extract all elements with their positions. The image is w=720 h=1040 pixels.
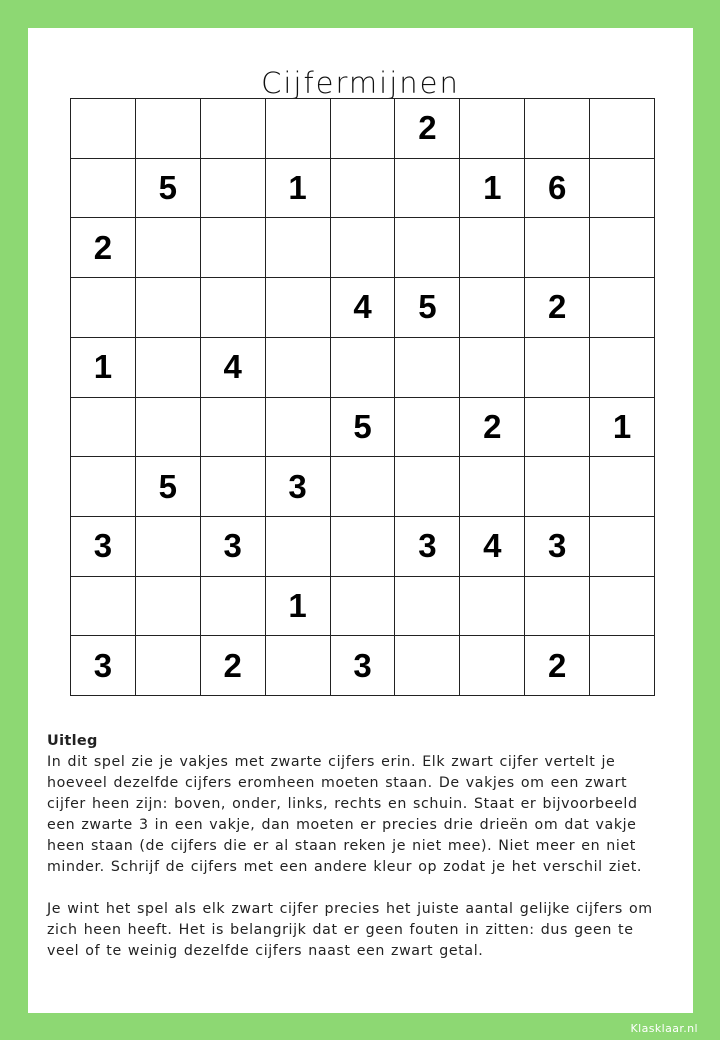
grid-cell[interactable]: 3 bbox=[395, 517, 460, 577]
explanation-paragraph-2: Je wint het spel als elk zwart cijfer precies het juiste aantal gelijke cijfers om zich heen heeft. Het is belangrijk dat er geen fouten in zitten: dus geen te veel of te weinig dezelfde cijfers naast een zwart getal. bbox=[47, 901, 653, 959]
grid-cell[interactable] bbox=[136, 99, 201, 159]
grid-cell[interactable] bbox=[331, 99, 396, 159]
grid-cell[interactable] bbox=[71, 278, 136, 338]
grid-cell[interactable] bbox=[201, 398, 266, 458]
grid-cell[interactable] bbox=[460, 577, 525, 637]
grid-cell[interactable] bbox=[525, 218, 590, 278]
grid-cell[interactable]: 2 bbox=[71, 218, 136, 278]
explanation-heading: Uitleg bbox=[47, 733, 98, 749]
grid-cell[interactable] bbox=[395, 338, 460, 398]
grid-cell[interactable] bbox=[525, 457, 590, 517]
grid-cell[interactable] bbox=[201, 159, 266, 219]
grid-cell[interactable]: 3 bbox=[525, 517, 590, 577]
grid-cell[interactable] bbox=[71, 99, 136, 159]
grid-cell[interactable] bbox=[331, 218, 396, 278]
brand-label: Klasklaar.nl bbox=[630, 1022, 698, 1035]
grid-cell[interactable]: 5 bbox=[331, 398, 396, 458]
grid-cell[interactable] bbox=[460, 278, 525, 338]
grid-cell[interactable] bbox=[331, 457, 396, 517]
grid-cell[interactable] bbox=[331, 577, 396, 637]
grid-cell[interactable] bbox=[331, 517, 396, 577]
grid-cell[interactable] bbox=[395, 159, 460, 219]
grid-cell[interactable] bbox=[136, 338, 201, 398]
grid-cell[interactable] bbox=[460, 338, 525, 398]
grid-cell[interactable] bbox=[71, 577, 136, 637]
grid-cell[interactable] bbox=[395, 577, 460, 637]
grid-cell[interactable] bbox=[460, 457, 525, 517]
grid-cell[interactable] bbox=[590, 338, 655, 398]
grid-cell[interactable] bbox=[266, 99, 331, 159]
worksheet bbox=[28, 28, 693, 1013]
grid-cell[interactable] bbox=[590, 99, 655, 159]
grid-cell[interactable] bbox=[395, 218, 460, 278]
grid-cell[interactable]: 4 bbox=[331, 278, 396, 338]
grid-cell[interactable] bbox=[136, 577, 201, 637]
grid-cell[interactable] bbox=[395, 457, 460, 517]
grid-cell[interactable] bbox=[201, 457, 266, 517]
grid-cell[interactable] bbox=[395, 636, 460, 696]
grid-cell[interactable] bbox=[460, 99, 525, 159]
grid-cell[interactable] bbox=[136, 517, 201, 577]
explanation bbox=[47, 731, 657, 962]
grid-cell[interactable]: 2 bbox=[525, 278, 590, 338]
grid-cell[interactable] bbox=[266, 398, 331, 458]
grid-cell[interactable] bbox=[590, 457, 655, 517]
grid-cell[interactable] bbox=[331, 338, 396, 398]
grid-cell[interactable]: 1 bbox=[71, 338, 136, 398]
grid-cell[interactable] bbox=[590, 159, 655, 219]
grid-cell[interactable] bbox=[266, 278, 331, 338]
grid-cell[interactable]: 6 bbox=[525, 159, 590, 219]
grid-cell[interactable] bbox=[460, 218, 525, 278]
grid-cell[interactable] bbox=[266, 636, 331, 696]
explanation-paragraph-1: In dit spel zie je vakjes met zwarte cijfers erin. Elk zwart cijfer vertelt je hoeveel dezelfde cijfers eromheen moeten staan. De vakjes om een zwart cijfer heen zijn: boven, onder, links, rechts en schuin. Staat er bijvoorbeeld een zwarte 3 in een vakje, dan moeten er precies drie drieën om dat vakje heen staan (de cijfers die er al staan reken je niet mee). Niet meer en niet minder. Schrijf de cijfers met een andere kleur op zodat je het verschil ziet. bbox=[47, 754, 643, 875]
grid-cell[interactable] bbox=[266, 517, 331, 577]
grid-cell[interactable] bbox=[201, 278, 266, 338]
grid-cell[interactable] bbox=[71, 159, 136, 219]
grid-cell[interactable] bbox=[525, 398, 590, 458]
grid-cell[interactable]: 3 bbox=[201, 517, 266, 577]
grid-cell[interactable] bbox=[590, 577, 655, 637]
puzzle-grid bbox=[70, 98, 655, 696]
grid-cell[interactable] bbox=[136, 278, 201, 338]
grid-cell[interactable]: 5 bbox=[395, 278, 460, 338]
grid-cell[interactable]: 1 bbox=[460, 159, 525, 219]
grid-cell[interactable] bbox=[71, 398, 136, 458]
grid-cell[interactable]: 1 bbox=[590, 398, 655, 458]
page-title: Cijfermijnen bbox=[261, 66, 460, 100]
grid-cell[interactable]: 5 bbox=[136, 159, 201, 219]
grid-cell[interactable] bbox=[136, 636, 201, 696]
grid-cell[interactable] bbox=[201, 577, 266, 637]
grid-cell[interactable] bbox=[201, 218, 266, 278]
grid-cell[interactable] bbox=[71, 457, 136, 517]
grid-cell[interactable] bbox=[590, 218, 655, 278]
grid-cell[interactable] bbox=[525, 577, 590, 637]
grid-cell[interactable] bbox=[266, 338, 331, 398]
grid-cell[interactable] bbox=[395, 398, 460, 458]
grid-cell[interactable]: 3 bbox=[266, 457, 331, 517]
grid-cell[interactable] bbox=[201, 99, 266, 159]
grid-cell[interactable] bbox=[590, 636, 655, 696]
grid-cell[interactable] bbox=[266, 218, 331, 278]
grid-cell[interactable] bbox=[136, 218, 201, 278]
grid-cell[interactable] bbox=[460, 636, 525, 696]
grid-cell[interactable]: 5 bbox=[136, 457, 201, 517]
grid-cell[interactable] bbox=[590, 517, 655, 577]
grid-cell[interactable] bbox=[590, 278, 655, 338]
grid-cell[interactable] bbox=[525, 99, 590, 159]
grid-cell[interactable]: 2 bbox=[201, 636, 266, 696]
grid-cell[interactable]: 4 bbox=[460, 517, 525, 577]
grid-cell[interactable]: 3 bbox=[71, 636, 136, 696]
grid-cell[interactable]: 2 bbox=[525, 636, 590, 696]
grid-cell[interactable]: 2 bbox=[395, 99, 460, 159]
grid-cell[interactable] bbox=[136, 398, 201, 458]
grid-cell[interactable] bbox=[525, 338, 590, 398]
grid-cell[interactable]: 2 bbox=[460, 398, 525, 458]
grid-cell[interactable]: 1 bbox=[266, 159, 331, 219]
grid-cell[interactable]: 4 bbox=[201, 338, 266, 398]
grid-cell[interactable] bbox=[331, 159, 396, 219]
grid-cell[interactable]: 3 bbox=[331, 636, 396, 696]
grid-cell[interactable]: 3 bbox=[71, 517, 136, 577]
grid-cell[interactable]: 1 bbox=[266, 577, 331, 637]
